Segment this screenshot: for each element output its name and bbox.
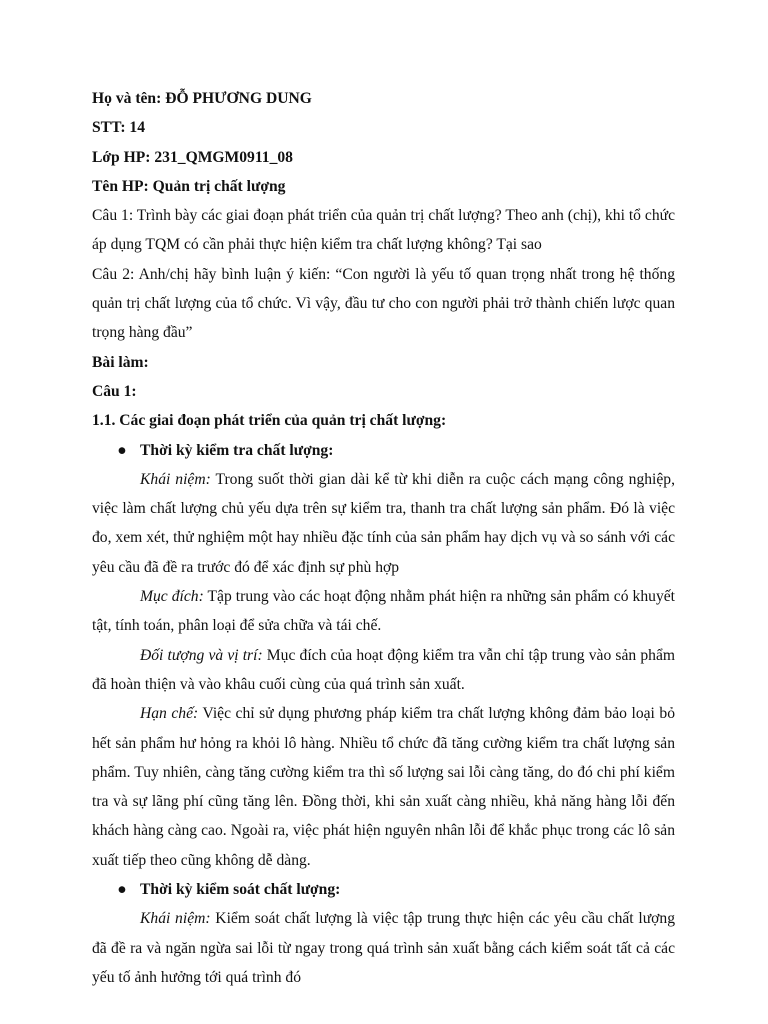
period-1-purpose-paragraph (92, 582, 675, 641)
period-2-title: Thời kỳ kiểm soát chất lượng: (140, 881, 341, 899)
course-line (92, 172, 675, 201)
period-1-object-text: Mục đích của hoạt động kiểm tra vẫn chỉ tập trung vào sản phẩm đã hoàn thiện và vào khâu cuối cùng của quá trình sản xuất. (92, 646, 675, 693)
period-2-title-row (92, 875, 675, 904)
period-1-title-row (92, 436, 675, 465)
period-1-purpose-label: Mục đích: (140, 588, 204, 606)
answer-heading: Bài làm: (92, 353, 149, 371)
period-1-limit-paragraph (92, 699, 675, 875)
student-name-line (92, 84, 675, 113)
period-1-limit-label: Hạn chế: (140, 705, 199, 723)
question-1: Câu 1: Trình bày các giai đoạn phát triển của quản trị chất lượng? Theo anh (chị), khi tổ chức áp dụng TQM có cần phải thực hiện kiểm tra chất lượng không? Tại sao (92, 207, 675, 254)
period-1-object-label: Đối tượng và vị trí: (140, 646, 263, 664)
student-number-line (92, 113, 675, 142)
period-2-concept-text: Kiểm soát chất lượng là việc tập trung thực hiện các yêu cầu chất lượng đã đề ra và ngăn ngừa sai lỗi từ ngay trong quá trình sản xuất bằng cách kiểm soát tất cả các yếu tố ảnh hưởng tới quá trình đó (92, 910, 675, 986)
period-2-concept-paragraph (92, 904, 675, 992)
question-2: Câu 2: Anh/chị hãy bình luận ý kiến: “Con người là yếu tố quan trọng nhất trong hệ thống quản trị chất lượng của tổ chức. Vì vậy, đầu tư cho con người phải trở thành chiến lược quan trọng hàng đầu” (92, 265, 675, 342)
answer-question-1-heading: Câu 1: (92, 382, 137, 400)
course-label: Tên HP: (92, 177, 149, 195)
name-value: ĐỖ PHƯƠNG DUNG (165, 90, 312, 107)
course-value: Quản trị chất lượng (152, 177, 286, 195)
bullet-icon: ● (117, 441, 127, 459)
class-label: Lớp HP: (92, 148, 151, 166)
period-1-concept-paragraph (92, 465, 675, 582)
class-value: 231_QMGM0911_08 (154, 148, 293, 166)
period-1-concept-text: Trong suốt thời gian dài kể từ khi diễn ra cuộc cách mạng công nghiệp, việc làm chất lượng chủ yếu dựa trên sự kiểm tra, thanh tra chất lượng sản phẩm. Đó là việc đo, xem xét, thử nghiệm một hay nhiều đặc tính của sản phẩm hay dịch vụ và so sánh với các yêu cầu đã đề ra trước đó để xác định sự phù hợp (92, 470, 675, 576)
period-1-title: Thời kỳ kiểm tra chất lượng: (140, 441, 334, 459)
bullet-icon: ● (117, 881, 127, 899)
period-2-concept-label: Khái niệm: (140, 910, 211, 928)
period-1-concept-label: Khái niệm: (140, 470, 211, 488)
section-1-1-heading: 1.1. Các giai đoạn phát triển của quản trị chất lượng: (92, 412, 447, 430)
period-1-object-paragraph (92, 641, 675, 700)
name-label: Họ và tên: (92, 90, 162, 107)
document-page (92, 84, 675, 992)
period-1-purpose-text: Tập trung vào các hoạt động nhằm phát hiện ra những sản phẩm có khuyết tật, tính toán, phân loại để sửa chữa và tái chế. (92, 588, 675, 635)
stt-value: 14 (129, 119, 146, 137)
period-1-limit-text: Việc chỉ sử dụng phương pháp kiểm tra chất lượng không đảm bảo loại bỏ hết sản phẩm hư hỏng ra khỏi lô hàng. Nhiều tổ chức đã tăng cường kiểm tra chất lượng sản phẩm. Tuy nhiên, càng tăng cường kiểm tra thì số lượng sai lỗi càng tăng, do đó chi phí kiểm tra và sự lãng phí cũng tăng lên. Đồng thời, khi sản xuất càng nhiều, khả năng hàng lỗi đến khách hàng càng cao. Ngoài ra, việc phát hiện nguyên nhân lỗi để khắc phục trong các lô sản xuất tiếp theo cũng không dễ dàng. (92, 705, 675, 869)
stt-label: STT: (92, 119, 126, 137)
class-line (92, 143, 675, 172)
